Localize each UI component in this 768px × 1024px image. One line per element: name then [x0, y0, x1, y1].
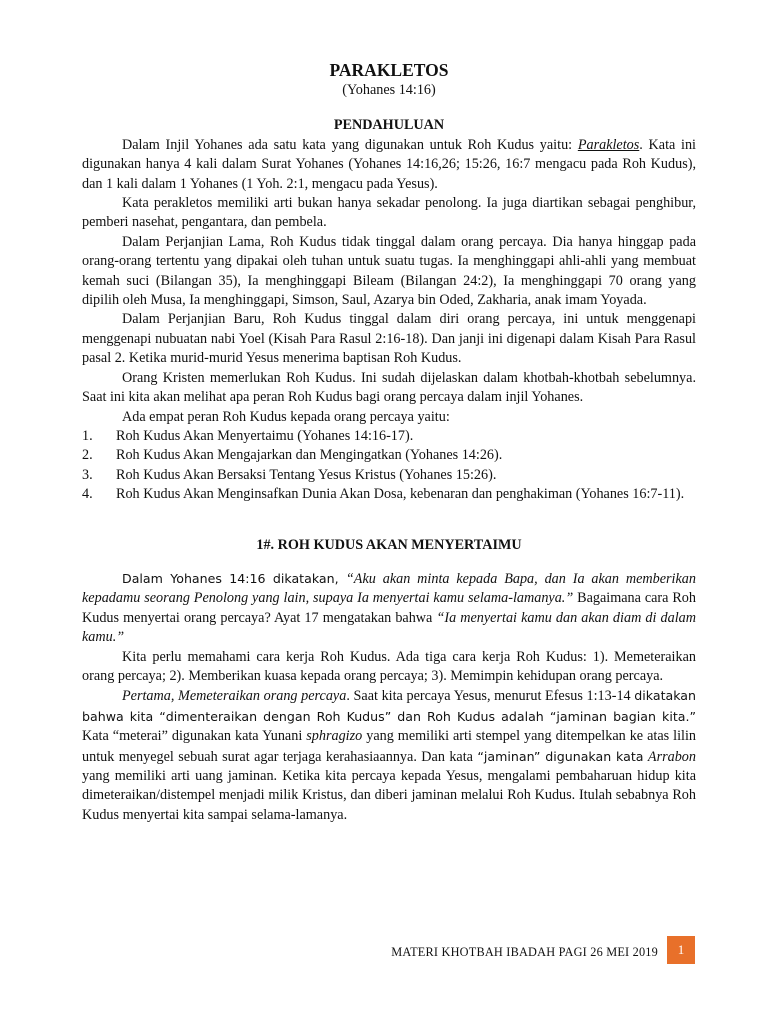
section-1-paragraph-2: Kita perlu memahami cara kerja Roh Kudus. Ada tiga cara kerja Roh Kudus: 1). Memeteraikan orang percaya; 2). Memberikan kuasa kepada orang percaya; 3). Memimpin kehidupan orang percaya. — [82, 648, 696, 684]
page-footer — [0, 936, 768, 964]
section-1-paragraph-3: Pertama, Memeteraikan orang percaya. Saat kita percaya Yesus, menurut Efesus 1:13-14 dikatakan bahwa kita “dimenteraikan dengan Roh Kudus” dan Roh Kudus adalah “jaminan bagian kita.” Kata “meterai” digunakan kata Yunani sphragizo yang memiliki arti stempel yang ditempelkan ke atas lilin untuk menyegel sebuah surat agar terjaga kerahasiaannya. Dan kata “jaminan” digunakan kata Arrabon yang memiliki arti uang jaminan. Ketika kita percaya kepada Yesus, mengalami pembaharuan hidup kita dimeteraikan/distempel menjadi milik Kristus, dan diberi jaminan melalui Roh Kudus. Itulah sebabnya Roh Kudus menyertai kita sampai selama-lamanya. — [82, 688, 696, 823]
page-number-badge: 1 — [667, 936, 695, 964]
document-subtitle: (Yohanes 14:16) — [342, 82, 436, 98]
intro-paragraph-1: Dalam Injil Yohanes ada satu kata yang digunakan untuk Roh Kudus yaitu: Parakletos. Kata ini digunakan hanya 4 kali dalam Surat Yohanes (Yohanes 14:16,26; 15:26, 16:7 mengacu pada Roh Kudus), dan 1 kali dalam 1 Yohanes (1 Yoh. 2:1, mengacu pada Yesus). — [82, 136, 697, 192]
intro-paragraph-2: Kata perakletos memiliki arti bukan hanya sekadar penolong. Ia juga diartikan sebagai penghibur, pemberi nasehat, pengantara, dan pembela. — [82, 195, 696, 231]
intro-paragraph-6: Ada empat peran Roh Kudus kepada orang percaya yaitu: — [122, 408, 450, 425]
list-item: 2. Roh Kudus Akan Mengajarkan dan Mengingatkan (Yohanes 14:26). — [82, 447, 503, 464]
roles-list — [82, 427, 696, 505]
document-page — [82, 56, 696, 825]
footer-text: MATERI KHOTBAH IBADAH PAGI 26 MEI 2019 — [391, 945, 658, 959]
intro-paragraph-5: Orang Kristen memerlukan Roh Kudus. Ini sudah dijelaskan dalam khotbah-khotbah sebelumnya. Saat ini kita akan melihat apa peran Roh Kudus bagi orang percaya dalam injil Yohanes. — [82, 369, 696, 406]
document-title: PARAKLETOS — [329, 60, 449, 80]
section-1-paragraph-1: Dalam Yohanes 14:16 dikatakan, “Aku akan minta kepada Bapa, dan Ia akan memberikan kepadamu seorang Penolong yang lain, supaya Ia menyertai kamu selama-lamanya.” Bagaimana cara Roh Kudus menyertai orang percaya? Ayat 17 mengatakan bahwa “Ia menyertai kamu dan akan diam di dalam kamu.” — [82, 570, 696, 646]
intro-paragraph-4: Dalam Perjanjian Baru, Roh Kudus tinggal dalam diri orang percaya, ini untuk menggenapi menggenapi nubuatan nabi Yoel (Kisah Para Rasul 2:16-18). Dan janji ini digenapi dalam Kisah Para Rasul pasal 2. Ketika murid-murid Yesus menerima baptisan Roh Kudus. — [82, 311, 696, 367]
intro-heading: PENDAHULUAN — [333, 117, 445, 134]
list-item: 4. Roh Kudus Akan Menginsafkan Dunia Akan Dosa, kebenaran dan penghakiman (Yohanes 16:7-11). — [82, 486, 685, 503]
section-1-heading: 1#. ROH KUDUS AKAN MENYERTAIMU — [256, 536, 522, 553]
list-item: 3. Roh Kudus Akan Bersaksi Tentang Yesus Kristus (Yohanes 15:26). — [82, 466, 497, 483]
parakletos-term: Parakletos — [577, 136, 640, 153]
intro-paragraph-3: Dalam Perjanjian Lama, Roh Kudus tidak tinggal dalam orang percaya. Dia hanya hinggap pada orang-orang tertentu yang dipakai oleh tuhan untuk suatu tugas. Ia menghinggapi ahli-ahli yang membuat kemah suci (Bilangan 35), Ia menghinggapi Bileam (Bilangan 24:2), Ia menghinggapi 70 orang yang dipilih oleh Musa, Ia menghinggapi, Simson, Saul, Azarya bin Oded, Zakharia, anak imam Yoyada. — [82, 233, 696, 309]
list-item: 1. Roh Kudus Akan Menyertaimu (Yohanes 14:16-17). — [82, 427, 414, 444]
